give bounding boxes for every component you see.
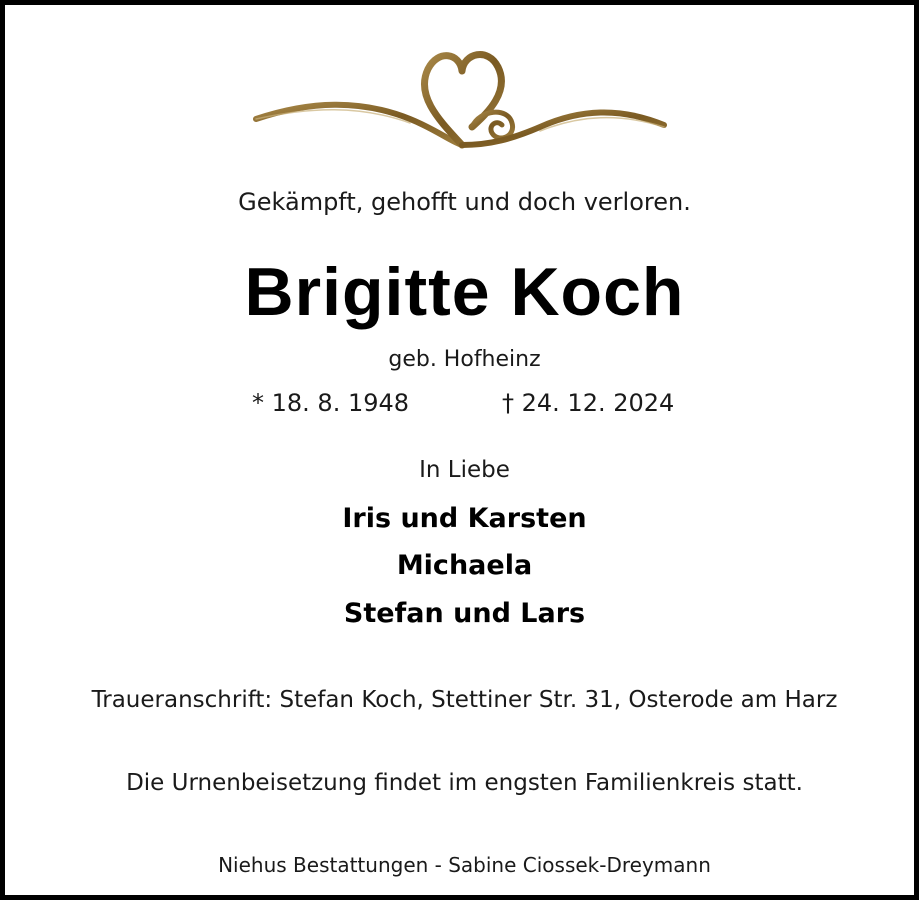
maiden-name: geb. Hofheinz bbox=[388, 347, 541, 372]
mourner-line: Michaela bbox=[396, 550, 533, 581]
mourning-address: Traueranschrift: Stefan Koch, Stettiner Str. 31, Osterode am Harz bbox=[91, 687, 838, 713]
life-dates bbox=[5, 389, 919, 425]
mourner-line: Stefan und Lars bbox=[343, 598, 586, 629]
death-date: † 24. 12. 2024 bbox=[502, 389, 675, 417]
motto: Gekämpft, gehofft und doch verloren. bbox=[238, 188, 691, 216]
birth-date: * 18. 8. 1948 bbox=[252, 389, 410, 417]
burial-note: Die Urnenbeisetzung findet im engsten Familienkreis statt. bbox=[126, 770, 803, 796]
undertaker: Niehus Bestattungen - Sabine Ciossek-Dreymann bbox=[218, 853, 711, 877]
heart-swirl-ornament-icon bbox=[250, 41, 670, 153]
mourners-intro: In Liebe bbox=[419, 457, 510, 483]
deceased-name: Brigitte Koch bbox=[244, 254, 685, 330]
mourner-line: Iris und Karsten bbox=[342, 503, 587, 534]
